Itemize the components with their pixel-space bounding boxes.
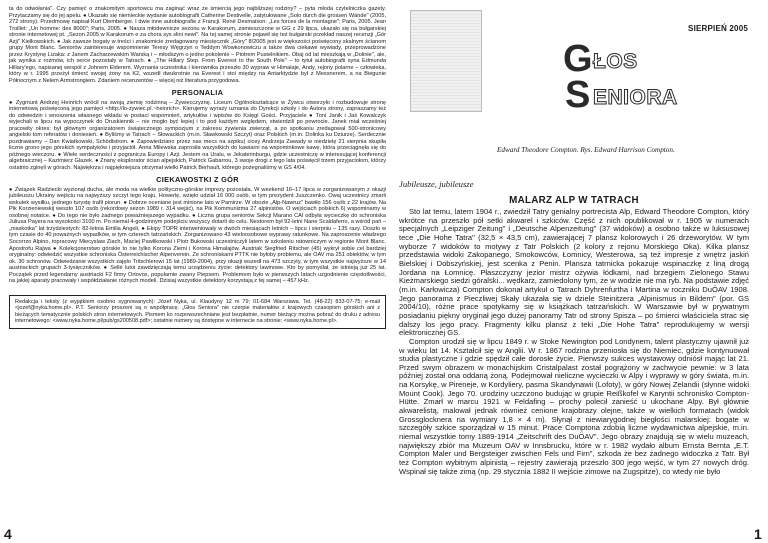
left-page-column (9, 6, 386, 329)
issue-date: SIERPIEŃ 2005 (688, 24, 748, 33)
logo-word-eniora: ENIORA (593, 86, 678, 109)
compton-portrait-image (410, 10, 482, 112)
article-paragraph: Sto lat temu, latem 1904 r., zwiedził Tatry genialny portrecista Alp, Edward Theodore Compton, który wkrótce na przeszło pół setki akwarel i szkiców. Część z nich opublikował w r. 1905 w numerach specjalnych „Leipziger Zeitung" i „Deutsche Alpenzeitung" (37 widoków) a osobno także w luksusowej tece „Die Hohe Tatra" (32,5 × 43,5 cm), zawierającej 7 plansz kolorowych i 26 drzeworytów. W tym wyborze 7 widoków to motywy z Tatr Polskich (2 kolory z rejonu Morskiego Oka). Kilka plansz przedstawia widoki Zakopanego, Smokowców, Łomnicy, Westerowa, są też impresje z wnętrz jaskiń Bielskiej i Dobszyńskiej, jest scenka z Penin. Plansza tatrnicka pokazuje wspinaczkę z liną drogą Jordana na Łomnicę. Płaszczyzny jezior mistrz ożywia łódkami, nad brzegiem Zielonego Stawu Kieżmarskiego siedzi góralski... wędkarz, zamiedolony tym, że w wodzie nie ma ryb. Na podstawie zdjęć (m.in. Karłowicza) Compton dokonał artykuł o Tatrach Dyhrenfurtha i Martina w roczniku DuÖAV 1908. Jego panorama z Pieczliwej Skały ukazała się w dziele Steinitzera „Alpinismus in Bildern" (por. GS 2004/10), różne prace spotykamy się w książkach tatrzańskich. W Warszawie był w prywatnym posiadaniu piękny oryginał jego dużej panoramy Tatr od strony Spisza – po śmierci właściciela strac się dalszy los jego pracy. Fragmenty kilku plansz z teki „Die Hohe Tatra" reprodukujemy w wersji elektronicznej GS. (399, 207, 749, 338)
editorial-footer-box (9, 295, 386, 329)
page-number-left: 4 (4, 526, 12, 542)
logo-word-los: ŁOS (593, 50, 638, 73)
ciekawostki-paragraph: ● Związek Radziecki wyzionął ducha, ale moda na wielkie polityczno-górskie imprezy pozostała. W weekend 16–17 lipca w zorganizowanym z okazji jubileuszu Ukrainy wejściu na najwyższy szczyt tego kraju, Howerlę, wzięło udział 16 000 osób, w tym prezydent Juszczenko. Owaj uczestnicy zmarli wskutek wysiłku, jednego turystę trafił piorun. ● Dobrze oceniane jest minione lato w Pamirze. W obozie „Alp-Nawruz" bawiło 156 osób z 22 krajów. Na Pik Korzieniewskij weszło 107 osób (rekordowy sezon 1989 r. 314 wejść), na Pik Kommunizma 27 alpinistów. O wejściach polskich 6) wspominamy w osobnej notatce. ● Do tego nie było żadnego poważniejszego wypadku. ● Liczna grupa seniorów Sekcji Marano CAI odbyła wycieczkę do schroniska Juliusa Payera na wysokości 3100 m. Po niemal 4-godzinnym podejściu wszyscy dotarli do celu. Nestorem był 92-letni Nane Scaldaferro, a wśród pań – „maskotka" lat trzydziestych: 82-letnia Emilia Angeli. ● Ekipy TOPR interweniowały w dwóch miesiącach letnich – lipcu i sierpniu – 135 razy. Doszło w tym czasie do 40 poważnych wypadków, w tym czterech tatrzańskich. Zorganizowano 43 wieloosobowe wyprawy ratunkowe. Na zaproszenie władzego Socorrzo Alpino, topracowy Miecyslaw Ziach, Maciej Pawlikowski i Piotr Bukowski uczestniczyli latem w szkoleniu ratowniczym w regionie Mont Blanc. Apostrofu Rajwa ● Kolekcjonerstwo górskie to nie tylko Korona Ziemi i Korona Himalajów. Austriak Siegfried Ritscher (45) wykrył sobie cel bardziej oryginalny: odwiedzić wszystkie schroniska Österreichischer Alpenverein. Ze schroniskami PTTK nie byłoby problemu, ale OAV ma 251 obiektów, w tym ok. 30 schronów. Odwiedzanie wszystkich zajęło Tritschlerowi 15 lat (1989-2004), przy okazji wszedł na 473 szczyty, w tym wszystkie najwyższe w 14 austriackich grupach 3-tysięczników. ● Sellé lutoi zawdzięczają temu urządzeniu życie: detektory lawinowe. Kto by pomyślał, że istnieją już 25 lat. Początek przed legendarny austriacki F2 firmy Ortovox, popularnie zwany Piepsem. Problemem było w pierwszych latach uzgodnienie częstotliwości, na jakiej aparaty pracowały i współdziałanie różnych modeli. Dzisiaj wszystkie detektory korzystają z tej samej – 457 kHz. (9, 186, 386, 285)
article-paragraph: Compton urodził się w lipcu 1849 r. w Stoke Newington pod Londynem, talent plastyczny ujawnił już w wieku lat 14. Kształcił się w Anglii. W r. 1867 rodzina przeniosła się do Niemiec, gdzie kontynuował studia plastyczne i gdzie spędził całe dorosłe życie. Pierwszy sukces wystawowy odniósł mając lat 21. Przed swym obrazem w monachijskim Cristalpalast został pogrążony w zachwycie pewnie: w 3 lata później został ona oddaną żoną. Podejmował nieliczne wycieczki w Alpy i wyprawy w góry świata, m.in. na Korsykę, w Pireneje, w Kordyliery, pasma Skandynawii (Lofoty), w góry Nowej Zelandii (słynne widoki Mount Cook). Jego 70. urodziny uczczono budując w grupie Reißkofel w Karyntii schronisko Compton-Hütte. Zmarł w marcu 1921 w Feldafing – prochy polecił zanieść u ukochane Alpy. Był głównie akwarelistą, malował jednak również cenione krajobrazy olejne, także w wielkich formatach (widok Grossglocknera na wymiary 1,8 × 4 m). Słynął z niewiarygodnej biegłości malarskiej: bogate w szczegóły szkice sporządzał w 15 minut. Prace Comptona zdobią liczne wydawnictwa alpejskie, m.in. niemal wszystkie tomy 1889-1914 „Zeitschrift des DuÖAV". Jego obrazy znajdują się w wielu muzeach, największy zbiór ma Muzeum OAV w Innsbrucku, które w r. 1982 wydało album Ernsta Bernta „E.T. Compton Maler und Bergsteiger zwischen Fels und Firn", szkoda że bez żadnego widoczka z Tatr. Był też Compton wybitnym alpinistą – rejestry zawierają przeszło 300 jego wejść, w tym 27 nowych dróg. Wspinał się także zimą (np. 29 stycznia 1882 II wejście zimowe na Zugspitze), co wtedy nie było (399, 336, 749, 476)
jubilee-label: Jubileusze, jubileusze (399, 179, 474, 189)
page-number-right: 1 (754, 526, 762, 542)
logo-letter-s: S (565, 74, 591, 116)
personalia-heading: PERSONALIA (171, 87, 224, 97)
article-title: MALARZ ALP W TATRACH (509, 195, 639, 206)
editorial-footer-text: Redakcja i teksty (z wyjątkiem osobno sygnowanych): Józef Nyka, ul. Klaudyny 12 m 79; 01-684 Warszawa. Tel. (48-22) 833-07-75; e-mail <jozef@nyka.home.pl>. P.T. Seniorzy proszeni są o współpracę. „Głos Seniora" nie czerpie materiałów z krajowych czasopism górskich ani z bieżących tematycznie polskich stron internetowych. Pismem ko rozpowszechniane jest bezpłatnie, numer bieżący można pobrać do druku z adresu internetowego: <www.nyka.home.pl/pub/gs200508.pdf>; ostatnie numery są dostępne w internecie na stronie: <www.nyka.home.pl>. (15, 298, 380, 325)
personalia-paragraph: ● Zygmunt Andrzej Heinrich wrócił na swoją ziemię rodzinną – Żywiecczyznę. Liceum Ogólnokształcące w Żywcu otworzyło i rozbudowuje stronę internetową poświęconą jego pamięci <http://lo-zywiec.pl.~heinrich>. Kierujemy wyrazy uznania do Dyrekcji szkoły i do Autora strony, zapraszamy też do odwiedzin i wnoszenia własnego wkładu w postaci wspomnień, artykułów i wpisów do Księgi Gości. Przyjaciele ● Toni Janik i Jaś Kowalczyk wyjechali w lipcu na wypoczynek do Druskiennik – nie mogło być lepiej i to pod każdym względem, stwierdzili po powrocie. Janek miał wcześniej pracowity okres: był głównym organizatorem świątecznego sympozjum z zakresu żywienia zwierząt, a po spotkaniu zredagował 500-stronicowy angielski tom referatów i doniesień. ● Byliśmy w Tatrach – Słowackich (m.in. Sławkowski Szczyt) oraz Polskich (m.in. Dolinka ku Dziurze). Serdecznie pozdrawiamy – Dan Kwiatkowski, Schödlstrom. ● Zapowiedziano przez nas mecs na szpiku) ciosy Andrzeja Zawady w niedzielę 21 sierpnia skupiła liczne grono jego górskich sympatyków i przyjaciół. Anna Milewska zaprosiła wszystkich do kawiarni na wspominkowe kawę, która przeciągnęła się do późnego wieczoru. ● Wiele serdeczności z pogranicza Europy i Azji. Jestem na Uralu, w Jekaterinburgu, gdzie uczestniczę w interesującej konferencji algebraicznej – Kazimierz Glazek. ● Znany eksplorator ścian alpejskich, Patrick Gabarrou, 3 swoje drogi z tego lata poświęcił trzem przyjaciołom, którzy ostatnio zginęli w górach. Najwiękrza i najpiękniejsza otrzymał wielki Patrick Berhault, którego pożegnaliśmy w GS 4/04. (9, 99, 386, 172)
glos-seniora-logo (563, 40, 703, 114)
ciekawostki-heading: CIEKAWOSTKI Z GÓR (156, 174, 239, 184)
article-body (399, 208, 749, 476)
intro-paragraph: ta do odwołania". Czy pamięć o znakomitym sportowcu ma zaginąć wraz ze śmiercią jego najbliższej rodziny? – pyta młoda czytelniczka gazety. Przytaczamy się do jej apelu. ● Ukazało się niemieckie wydanie autobiografii Catherine Destivelle, zatytułowane „Solo durch die grossen Wände" (2005, 272 strony). Przedmowę napisał Kurt Diemberger. I dwie inne autobiografie z Francji. René Desmaison: „Les forces de la montagne"; Paris, 2005. Jean Troillet: „Un homme: des 8000"; Paris, 2005. ● Nasza młodewnicze sezonu w Karakorum, zamieszczone w GG z 29 lipca, ukazało się na bułgarskiej stronie internetowej pt. „Sezon 2005 w Karakorum e za chora sys slini newi". Na tej samej stronie pojawił się też bułgarski przekład naszej recenzji „Gór Azji" Kielkowskich. ● Jak zawsze bogaty w treści i znakomicie zredagowany miesięcznik „Góry" 8/2005 jest w większości poświęcony skalnym ścianom grupy Mont Blanc. Seniorów zainteresuje wspomnienie Teresy Węgrzyn o Teddym Wowkonowiczu a także dwa ciekawe wywiady, przeprowadzone przez Krystynę Lizaka: z Janem Zacharzewskim Warską i – młodszym o jedno pokolenie – Piotrem Pustelnikiem. Obaj od lat mieszkają w „Dolinie", ale, jak wynika z rozmów, ich serce pozostały w Tatrach. ● „The Hillary Step. From Everest to the South Pole" – to tytuł autobiografii syna Edmunda Hillary'ego, napisanej wespół z Johnem Elderem. Wyznania uczestnika i kierownika przeszło 30 wypraw w Himalaje, Andy, rejony polarne – człowieka, który w r. 1995 przeżył śmierć swojej żony na K2, wszedł dwukrotnie na Everest i stoi między na Antarktydzie był z Messnerem, a na Biegunie Północnym z Nelem Armstrongiem. Zdaniem recenzentów – więcej niż literatura przygodowa. (9, 6, 386, 85)
photo-caption: Edward Theodore Compton. Rys. Edward Harrison Compton. (497, 146, 675, 154)
logo-letter-g: G (563, 38, 593, 80)
